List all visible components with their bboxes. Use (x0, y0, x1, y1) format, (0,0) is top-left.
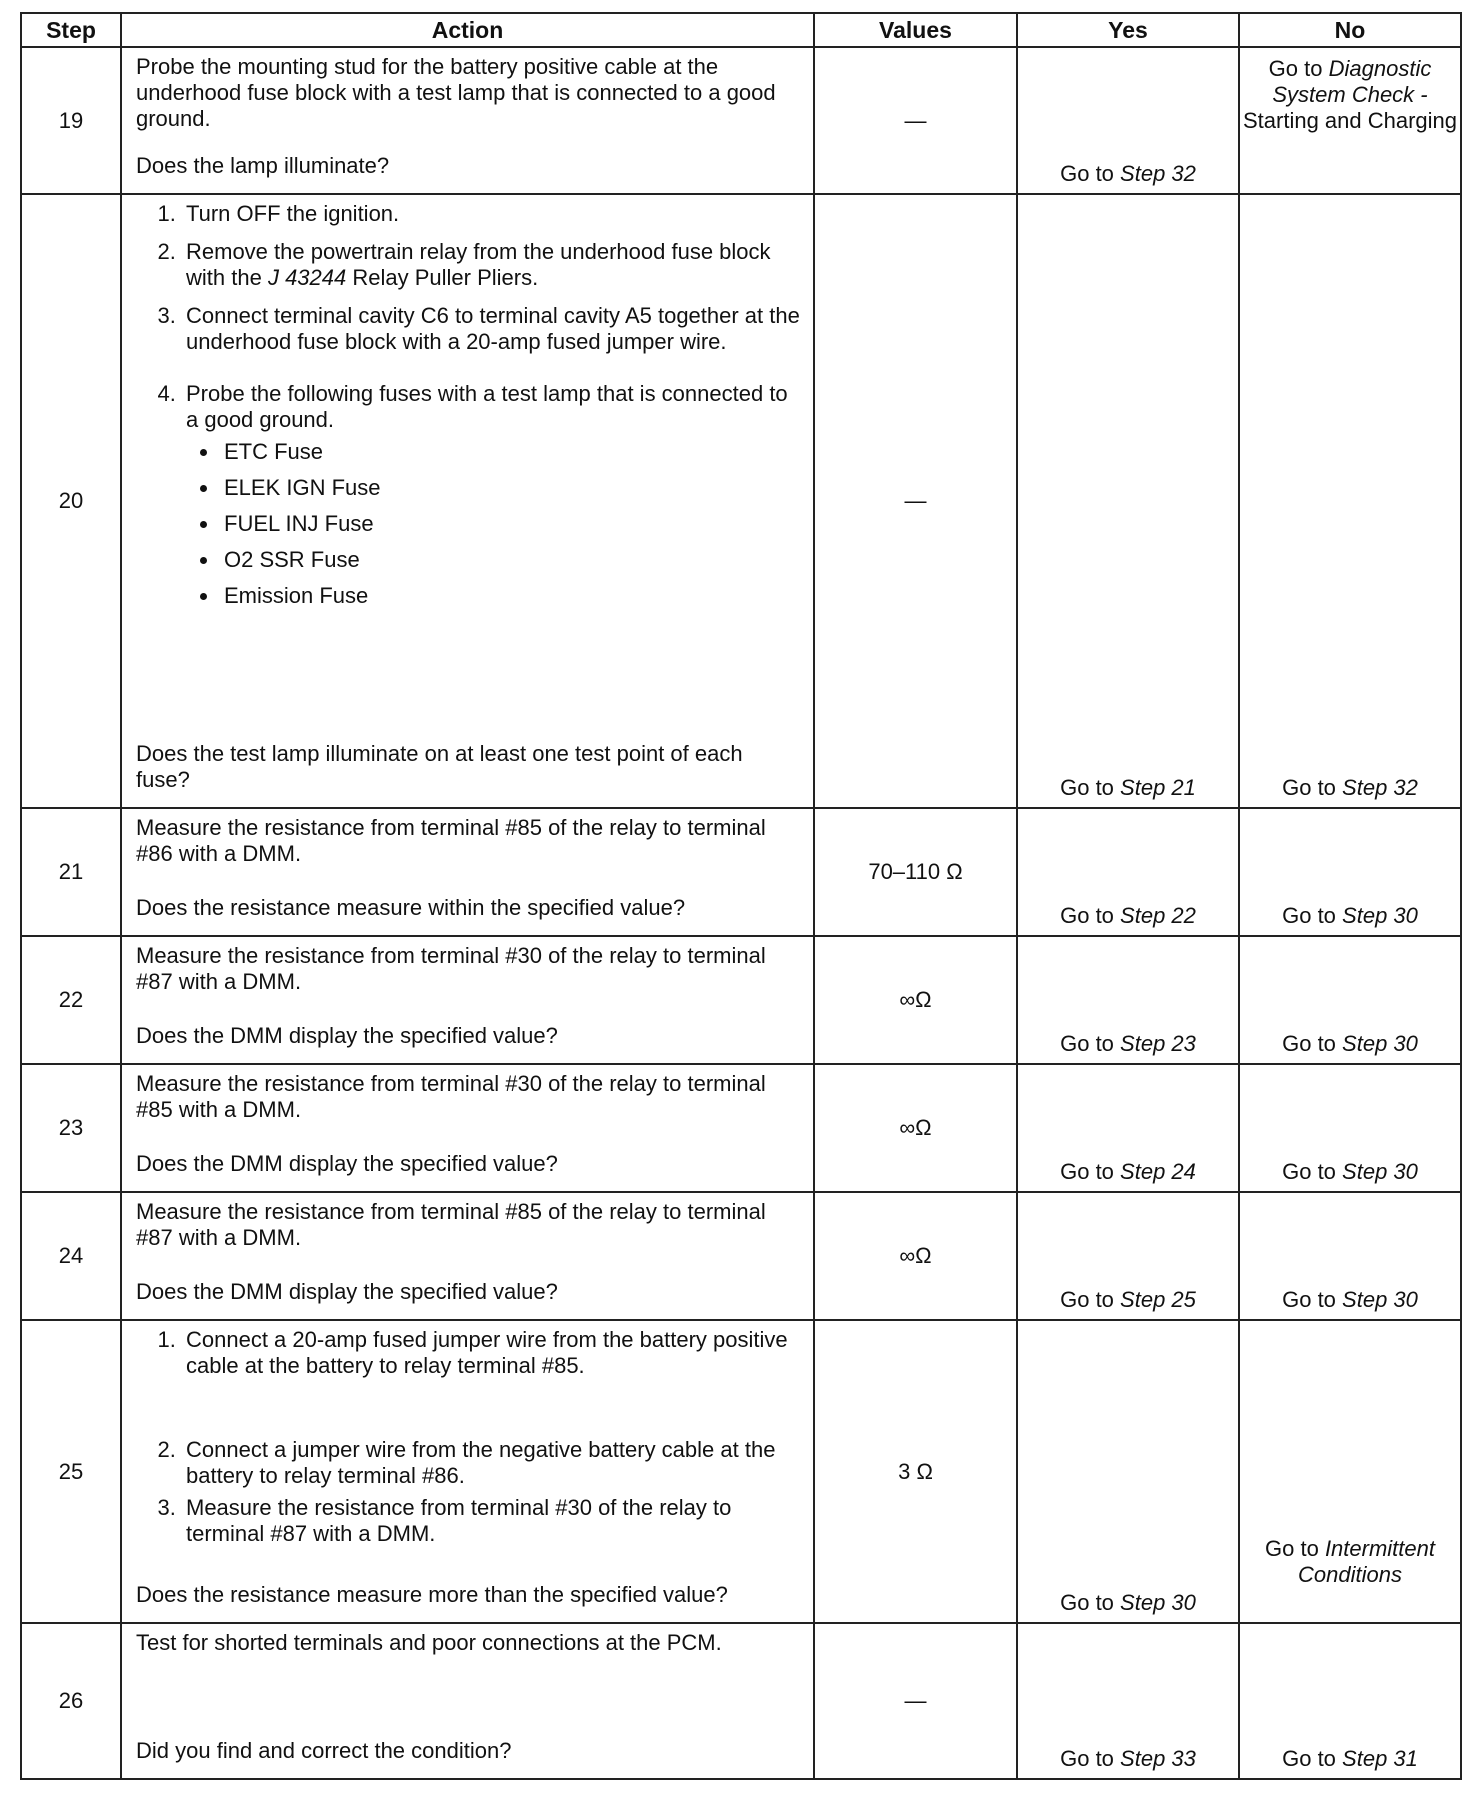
header-step: Step (21, 13, 121, 47)
table-row (21, 1064, 1461, 1192)
yes-link[interactable]: Step 21 (1120, 775, 1196, 800)
value-cell: ∞Ω (814, 1192, 1017, 1320)
yes-cell: Go to Step 23 (1017, 936, 1239, 1064)
question-text: Does the resistance measure more than the specified value? (136, 1582, 728, 1607)
table-row (21, 1320, 1461, 1623)
no-link[interactable]: Intermittent Conditions (1298, 1536, 1435, 1587)
no-link[interactable]: Step 30 (1342, 1159, 1418, 1184)
yes-cell: Go to Step 22 (1017, 808, 1239, 936)
no-link[interactable]: Step 32 (1342, 775, 1418, 800)
tool-ref: J 43244 (267, 265, 347, 290)
yes-cell: Go to Step 25 (1017, 1192, 1239, 1320)
action-cell (121, 1320, 814, 1623)
yes-link[interactable]: Step 22 (1120, 903, 1196, 928)
no-cell: Go to Intermittent Conditions (1239, 1320, 1461, 1623)
action-text: Test for shorted terminals and poor connections at the PCM. (136, 1630, 722, 1655)
question-text: Does the lamp illuminate? (136, 153, 390, 178)
action-step: 1. Turn OFF the ignition. (182, 201, 801, 227)
action-step: 2. Connect a jumper wire from the negative battery cable at the battery to relay terminal #86. (182, 1437, 801, 1489)
action-cell (121, 808, 814, 936)
no-link[interactable]: Step 30 (1342, 1287, 1418, 1312)
fuse-item: • FUEL INJ Fuse (220, 511, 801, 537)
value-cell: 3 Ω (814, 1320, 1017, 1623)
no-cell: Go to Step 31 (1239, 1623, 1461, 1779)
yes-link[interactable]: Step 30 (1120, 1590, 1196, 1615)
action-step: 3. Connect terminal cavity C6 to terminal cavity A5 together at the underhood fuse block with a 20-amp fused jumper wire. (182, 303, 801, 355)
yes-cell: Go to Step 21 (1017, 194, 1239, 808)
step-number: 24 (21, 1192, 121, 1320)
question-text: Does the test lamp illuminate on at least one test point of each fuse? (136, 741, 743, 792)
step-number: 22 (21, 936, 121, 1064)
yes-link[interactable]: Step 33 (1120, 1746, 1196, 1771)
action-text: Measure the resistance from terminal #85 of the relay to terminal #86 with a DMM. (136, 815, 766, 866)
action-text: Probe the mounting stud for the battery positive cable at the underhood fuse block with a test lamp that is connected to a good ground. (136, 54, 776, 131)
yes-cell: Go to Step 30 (1017, 1320, 1239, 1623)
no-cell: Go to Step 30 (1239, 1192, 1461, 1320)
action-step: 3. Measure the resistance from terminal #30 of the relay to terminal #87 with a DMM. (182, 1495, 801, 1547)
fuse-item: • O2 SSR Fuse (220, 547, 801, 573)
value-cell: — (814, 1623, 1017, 1779)
no-cell: Go to Step 30 (1239, 936, 1461, 1064)
yes-cell: Go to Step 24 (1017, 1064, 1239, 1192)
action-cell (121, 47, 814, 194)
table-row (21, 808, 1461, 936)
no-cell: Go to Step 30 (1239, 1064, 1461, 1192)
header-values: Values (814, 13, 1017, 47)
question-text: Does the DMM display the specified value? (136, 1151, 558, 1176)
yes-link[interactable]: Step 23 (1120, 1031, 1196, 1056)
step-number: 26 (21, 1623, 121, 1779)
header-yes: Yes (1017, 13, 1239, 47)
yes-cell: Go to Step 32 (1017, 47, 1239, 194)
action-cell (121, 194, 814, 808)
value-cell: — (814, 47, 1017, 194)
yes-link[interactable]: Step 24 (1120, 1159, 1196, 1184)
step-number: 20 (21, 194, 121, 808)
question-text: Does the DMM display the specified value? (136, 1023, 558, 1048)
fuse-item: • Emission Fuse (220, 583, 801, 609)
no-link[interactable]: Step 30 (1342, 1031, 1418, 1056)
action-cell (121, 1192, 814, 1320)
table-row (21, 47, 1461, 194)
value-cell: ∞Ω (814, 1064, 1017, 1192)
header-action: Action (121, 13, 814, 47)
question-text: Did you find and correct the condition? (136, 1738, 512, 1763)
value-cell: — (814, 194, 1017, 808)
table-row (21, 194, 1461, 808)
step-number: 21 (21, 808, 121, 936)
action-steps (136, 201, 801, 621)
step-number: 19 (21, 47, 121, 194)
action-cell (121, 1623, 814, 1779)
table-row (21, 1623, 1461, 1779)
action-text: Measure the resistance from terminal #30 of the relay to terminal #85 with a DMM. (136, 1071, 766, 1122)
value-cell: 70–110 Ω (814, 808, 1017, 936)
no-link-rest: Starting and Charging (1242, 108, 1458, 133)
fuse-item: • ELEK IGN Fuse (220, 475, 801, 501)
table-row (21, 936, 1461, 1064)
action-cell (121, 1064, 814, 1192)
no-cell: Go to Step 30 (1239, 808, 1461, 936)
question-text: Does the resistance measure within the specified value? (136, 895, 686, 920)
header-no: No (1239, 13, 1461, 47)
yes-cell: Go to Step 33 (1017, 1623, 1239, 1779)
action-cell (121, 936, 814, 1064)
value-cell: ∞Ω (814, 936, 1017, 1064)
action-step: 1. Connect a 20-amp fused jumper wire from the battery positive cable at the battery to relay terminal #85. (182, 1327, 801, 1379)
step-number: 23 (21, 1064, 121, 1192)
action-step: 2. Remove the powertrain relay from the underhood fuse block with the J 43244 Relay Puller Pliers. (182, 239, 801, 291)
fuse-list (186, 439, 801, 609)
action-steps (136, 1327, 801, 1553)
table-header-row (21, 13, 1461, 47)
no-link[interactable]: Step 31 (1342, 1746, 1418, 1771)
yes-link[interactable]: Step 32 (1120, 161, 1196, 186)
no-cell: Go to Diagnostic System Check - Starting and Charging (1239, 47, 1461, 194)
table-row (21, 1192, 1461, 1320)
fuse-item: • ETC Fuse (220, 439, 801, 465)
question-text: Does the DMM display the specified value? (136, 1279, 558, 1304)
yes-link[interactable]: Step 25 (1120, 1287, 1196, 1312)
no-link[interactable]: Diagnostic System Check - (1272, 56, 1432, 107)
action-text: Measure the resistance from terminal #30 of the relay to terminal #87 with a DMM. (136, 943, 766, 994)
action-text: Measure the resistance from terminal #85 of the relay to terminal #87 with a DMM. (136, 1199, 766, 1250)
diagnostic-table (20, 12, 1462, 1780)
no-link[interactable]: Step 30 (1342, 903, 1418, 928)
no-cell: Go to Step 32 (1239, 194, 1461, 808)
action-step: 4. Probe the following fuses with a test lamp that is connected to a good ground. • ETC Fuse • ELEK IGN Fuse • FUEL INJ Fuse • O2 SSR Fuse • Emission Fuse (182, 381, 801, 609)
step-number: 25 (21, 1320, 121, 1623)
